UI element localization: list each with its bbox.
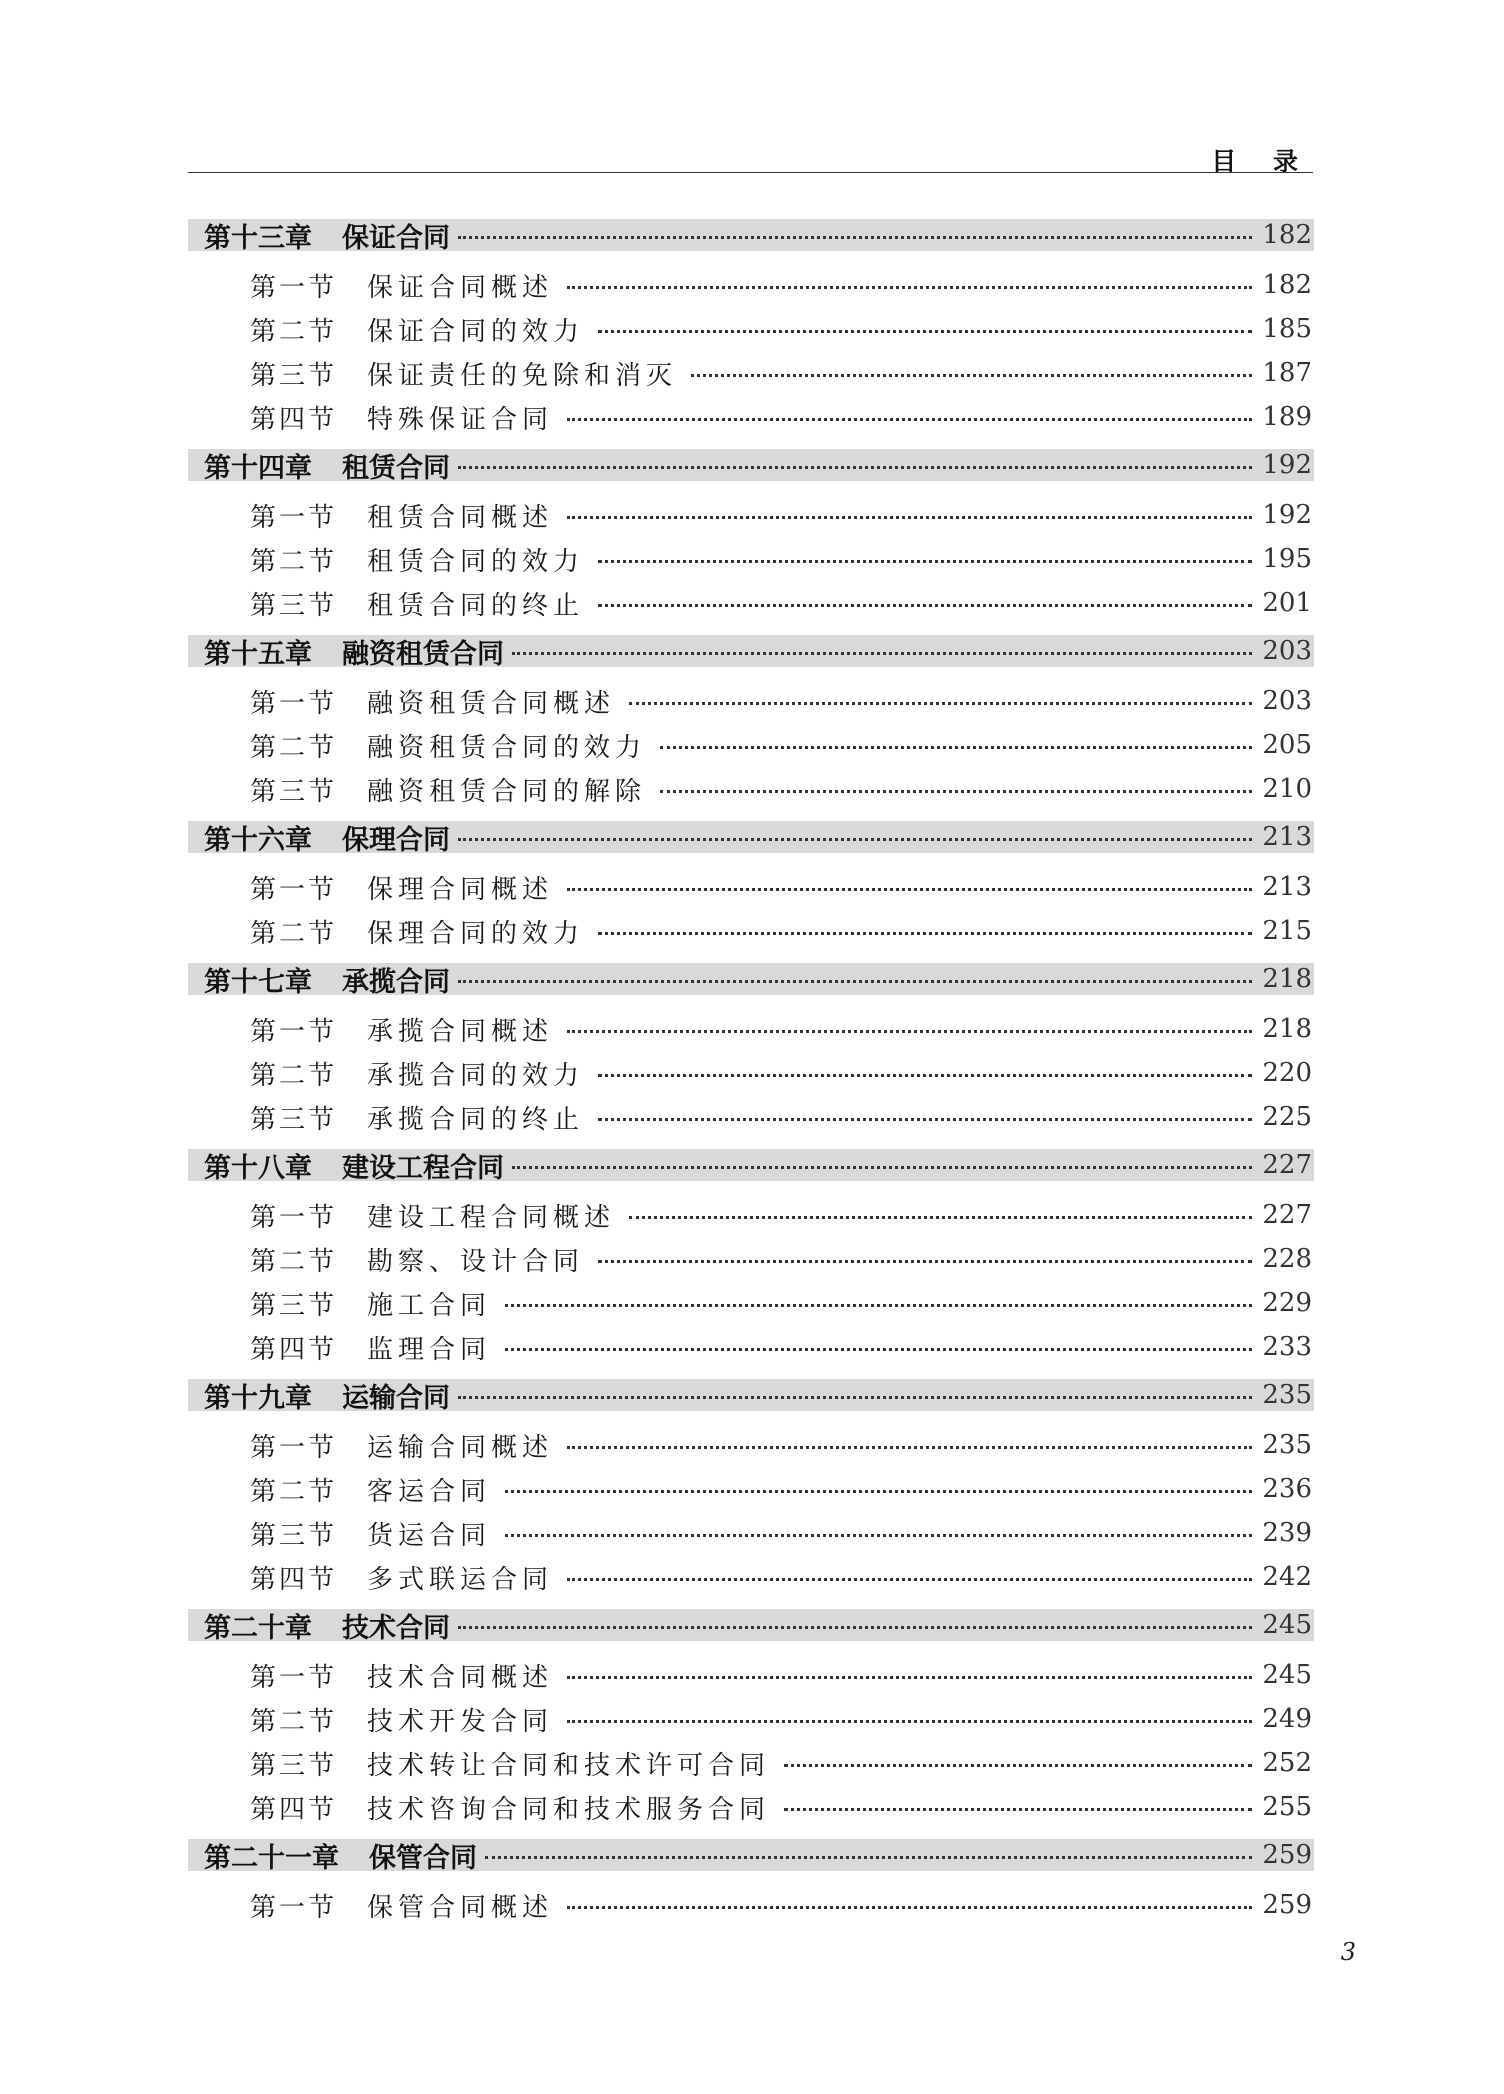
dot-leader — [691, 374, 1252, 377]
section-title: 承揽合同的终止 — [367, 1104, 585, 1135]
dot-leader — [505, 1490, 1252, 1493]
page-ref: 245 — [1262, 1660, 1312, 1690]
section-title: 保证责任的免除和消灭 — [367, 360, 678, 391]
section-title: 保理合同的效力 — [367, 918, 585, 949]
section-title: 勘察、设计合同 — [367, 1246, 585, 1277]
page-ref: 195 — [1262, 544, 1312, 574]
toc-section-row[interactable] — [188, 395, 1314, 439]
page-ref: 229 — [1262, 1288, 1312, 1318]
dot-leader — [567, 516, 1252, 519]
section-title: 运输合同概述 — [367, 1432, 554, 1463]
section-title: 货运合同 — [367, 1520, 492, 1551]
dot-leader — [660, 746, 1252, 749]
toc-chapter-row[interactable] — [188, 1149, 1314, 1184]
table-of-contents — [188, 219, 1314, 1927]
dot-leader — [784, 1808, 1252, 1811]
section-number: 第一节 — [250, 502, 338, 533]
section-title: 承揽合同概述 — [367, 1016, 554, 1047]
dot-leader — [505, 1348, 1252, 1351]
page-ref: 239 — [1262, 1518, 1312, 1548]
section-title: 融资租赁合同概述 — [367, 688, 616, 719]
dot-leader — [505, 1534, 1252, 1537]
page-ref: 227 — [1262, 1200, 1312, 1230]
page-ref: 189 — [1262, 402, 1312, 432]
page-ref: 235 — [1262, 1430, 1312, 1460]
dot-leader — [458, 980, 1252, 983]
toc-section-row[interactable] — [188, 1785, 1314, 1829]
section-number: 第一节 — [250, 874, 338, 905]
toc-section-row[interactable] — [188, 1697, 1314, 1741]
section-number: 第三节 — [250, 360, 338, 391]
dot-leader — [629, 702, 1252, 705]
page-ref: 249 — [1262, 1704, 1312, 1734]
section-number: 第二节 — [250, 918, 338, 949]
section-title: 租赁合同概述 — [367, 502, 554, 533]
toc-section-row[interactable] — [188, 1741, 1314, 1785]
dot-leader — [567, 888, 1252, 891]
chapter-title: 租赁合同 — [342, 452, 450, 484]
page-ref: 259 — [1262, 1890, 1312, 1920]
section-number: 第一节 — [250, 688, 338, 719]
chapter-number: 第十九章 — [204, 1382, 312, 1414]
section-title: 租赁合同的效力 — [367, 546, 585, 577]
section-number: 第一节 — [250, 1432, 338, 1463]
section-title: 融资租赁合同的效力 — [367, 732, 647, 763]
chapter-number: 第二十一章 — [204, 1842, 339, 1874]
dot-leader — [660, 790, 1252, 793]
page-ref: 185 — [1262, 314, 1312, 344]
toc-section-row[interactable] — [188, 307, 1314, 351]
toc-section-row[interactable] — [188, 1007, 1314, 1051]
chapter-title: 融资租赁合同 — [342, 638, 504, 670]
section-number: 第三节 — [250, 1290, 338, 1321]
chapter-number: 第二十章 — [204, 1612, 312, 1644]
toc-chapter-row[interactable] — [188, 635, 1314, 670]
chapter-title: 承揽合同 — [342, 966, 450, 998]
page-ref: 192 — [1262, 450, 1312, 480]
toc-section-row[interactable] — [188, 1193, 1314, 1237]
chapter-number: 第十八章 — [204, 1152, 312, 1184]
dot-leader — [458, 236, 1252, 239]
section-number: 第二节 — [250, 1706, 338, 1737]
chapter-title: 保证合同 — [342, 222, 450, 254]
chapter-title: 保管合同 — [369, 1842, 477, 1874]
chapter-number: 第十七章 — [204, 966, 312, 998]
section-number: 第一节 — [250, 272, 338, 303]
toc-section-row[interactable] — [188, 679, 1314, 723]
dot-leader — [567, 286, 1252, 289]
page-ref: 235 — [1262, 1380, 1312, 1410]
toc-section-row[interactable] — [188, 1237, 1314, 1281]
page-ref: 213 — [1262, 822, 1312, 852]
dot-leader — [598, 1118, 1252, 1121]
dot-leader — [512, 652, 1252, 655]
dot-leader — [598, 330, 1252, 333]
section-title: 监理合同 — [367, 1334, 492, 1365]
page-ref: 213 — [1262, 872, 1312, 902]
page-ref: 245 — [1262, 1610, 1312, 1640]
section-title: 技术转让合同和技术许可合同 — [367, 1750, 771, 1781]
section-number: 第三节 — [250, 1520, 338, 1551]
dot-leader — [567, 1676, 1252, 1679]
toc-section-row[interactable] — [188, 493, 1314, 537]
section-title: 承揽合同的效力 — [367, 1060, 585, 1091]
page-ref: 182 — [1262, 220, 1312, 250]
dot-leader — [512, 1166, 1252, 1169]
chapter-title: 建设工程合同 — [342, 1152, 504, 1184]
dot-leader — [458, 1626, 1252, 1629]
page-ref: 236 — [1262, 1474, 1312, 1504]
page-ref: 227 — [1262, 1150, 1312, 1180]
dot-leader — [598, 604, 1252, 607]
section-title: 建设工程合同概述 — [367, 1202, 616, 1233]
page-ref: 225 — [1262, 1102, 1312, 1132]
toc-section-row[interactable] — [188, 581, 1314, 625]
toc-section-row[interactable] — [188, 767, 1314, 811]
dot-leader — [629, 1216, 1252, 1219]
toc-chapter-row[interactable] — [188, 449, 1314, 484]
chapter-title: 技术合同 — [342, 1612, 450, 1644]
toc-section-row[interactable] — [188, 1325, 1314, 1369]
section-title: 保证合同的效力 — [367, 316, 585, 347]
dot-leader — [567, 1578, 1252, 1581]
page-header-title: 目 录 — [1211, 147, 1312, 176]
section-number: 第二节 — [250, 732, 338, 763]
section-title: 客运合同 — [367, 1476, 492, 1507]
section-title: 保证合同概述 — [367, 272, 554, 303]
section-number: 第三节 — [250, 776, 338, 807]
page-ref: 203 — [1262, 686, 1312, 716]
toc-chapter-row[interactable] — [188, 1609, 1314, 1644]
section-number: 第一节 — [250, 1662, 338, 1693]
page-ref: 218 — [1262, 964, 1312, 994]
section-title: 特殊保证合同 — [367, 404, 554, 435]
section-number: 第二节 — [250, 316, 338, 347]
toc-section-row[interactable] — [188, 1511, 1314, 1555]
toc-section-row[interactable] — [188, 909, 1314, 953]
chapter-number: 第十五章 — [204, 638, 312, 670]
toc-section-row[interactable] — [188, 263, 1314, 307]
section-number: 第四节 — [250, 404, 338, 435]
section-number: 第一节 — [250, 1892, 338, 1923]
chapter-number: 第十三章 — [204, 222, 312, 254]
dot-leader — [598, 560, 1252, 563]
toc-chapter-row[interactable] — [188, 1379, 1314, 1414]
section-title: 施工合同 — [367, 1290, 492, 1321]
page-ref: 252 — [1262, 1748, 1312, 1778]
page-ref: 233 — [1262, 1332, 1312, 1362]
section-number: 第一节 — [250, 1016, 338, 1047]
dot-leader — [567, 1720, 1252, 1723]
dot-leader — [598, 1260, 1252, 1263]
page-ref: 218 — [1262, 1014, 1312, 1044]
toc-section-row[interactable] — [188, 865, 1314, 909]
page-ref: 201 — [1262, 588, 1312, 618]
toc-section-row[interactable] — [188, 723, 1314, 767]
page-ref: 228 — [1262, 1244, 1312, 1274]
section-title: 保管合同概述 — [367, 1892, 554, 1923]
section-number: 第一节 — [250, 1202, 338, 1233]
section-number: 第二节 — [250, 1246, 338, 1277]
section-title: 技术合同概述 — [367, 1662, 554, 1693]
page-number: 3 — [1340, 1938, 1356, 1966]
toc-section-row[interactable] — [188, 1281, 1314, 1325]
toc-section-row[interactable] — [188, 1555, 1314, 1599]
toc-chapter-row[interactable] — [188, 1839, 1314, 1874]
dot-leader — [784, 1764, 1252, 1767]
page-ref: 205 — [1262, 730, 1312, 760]
section-number: 第二节 — [250, 546, 338, 577]
section-number: 第二节 — [250, 1060, 338, 1091]
page-ref: 220 — [1262, 1058, 1312, 1088]
toc-section-row[interactable] — [188, 1051, 1314, 1095]
dot-leader — [598, 1074, 1252, 1077]
section-title: 多式联运合同 — [367, 1564, 554, 1595]
section-number: 第三节 — [250, 1104, 338, 1135]
header-rule — [188, 172, 1313, 173]
toc-section-row[interactable] — [188, 1653, 1314, 1697]
toc-chapter-row[interactable] — [188, 963, 1314, 998]
section-title: 技术咨询合同和技术服务合同 — [367, 1794, 771, 1825]
dot-leader — [567, 1030, 1252, 1033]
section-title: 保理合同概述 — [367, 874, 554, 905]
toc-section-row[interactable] — [188, 1883, 1314, 1927]
chapter-title: 保理合同 — [342, 824, 450, 856]
section-title: 技术开发合同 — [367, 1706, 554, 1737]
page-ref: 215 — [1262, 916, 1312, 946]
dot-leader — [485, 1856, 1252, 1859]
page-ref: 255 — [1262, 1792, 1312, 1822]
section-number: 第三节 — [250, 1750, 338, 1781]
dot-leader — [567, 1446, 1252, 1449]
page-ref: 259 — [1262, 1840, 1312, 1870]
chapter-number: 第十四章 — [204, 452, 312, 484]
dot-leader — [598, 932, 1252, 935]
dot-leader — [458, 1396, 1252, 1399]
toc-chapter-row[interactable] — [188, 219, 1314, 254]
dot-leader — [458, 838, 1252, 841]
section-number: 第四节 — [250, 1794, 338, 1825]
toc-section-row[interactable] — [188, 1423, 1314, 1467]
chapter-number: 第十六章 — [204, 824, 312, 856]
section-number: 第四节 — [250, 1564, 338, 1595]
page-ref: 182 — [1262, 270, 1312, 300]
section-title: 融资租赁合同的解除 — [367, 776, 647, 807]
dot-leader — [567, 418, 1252, 421]
dot-leader — [567, 1906, 1252, 1909]
page-ref: 242 — [1262, 1562, 1312, 1592]
page-ref: 192 — [1262, 500, 1312, 530]
toc-chapter-row[interactable] — [188, 821, 1314, 856]
section-number: 第四节 — [250, 1334, 338, 1365]
page-ref: 187 — [1262, 358, 1312, 388]
section-title: 租赁合同的终止 — [367, 590, 585, 621]
page-ref: 203 — [1262, 636, 1312, 666]
toc-section-row[interactable] — [188, 537, 1314, 581]
chapter-title: 运输合同 — [342, 1382, 450, 1414]
dot-leader — [458, 466, 1252, 469]
toc-section-row[interactable] — [188, 1095, 1314, 1139]
dot-leader — [505, 1304, 1252, 1307]
toc-section-row[interactable] — [188, 351, 1314, 395]
page-ref: 210 — [1262, 774, 1312, 804]
section-number: 第二节 — [250, 1476, 338, 1507]
section-number: 第三节 — [250, 590, 338, 621]
toc-section-row[interactable] — [188, 1467, 1314, 1511]
